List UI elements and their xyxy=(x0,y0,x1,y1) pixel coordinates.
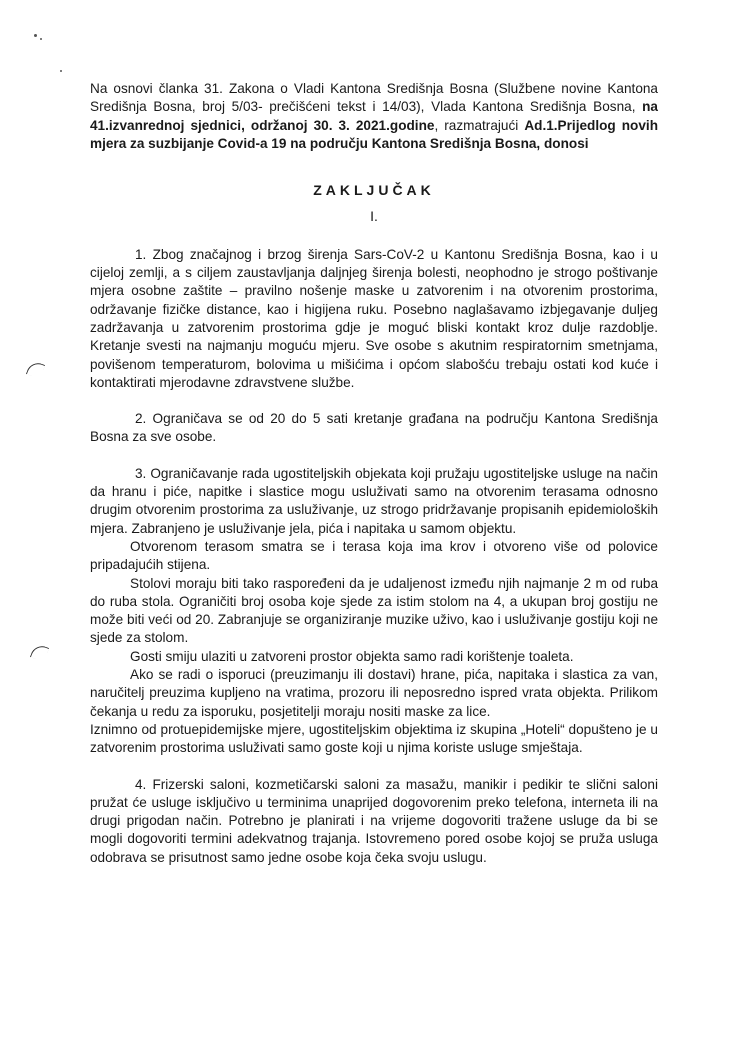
section-2-paragraph: 2. Ograničava se od 20 do 5 sati kretanje građana na području Kantona Središnja Bosna za sve osobe. xyxy=(90,411,658,445)
section-4 xyxy=(90,776,658,867)
section-3-paragraph: Otvorenom terasom smatra se i terasa koja ima krov i otvoreno više od polovice pripadajućih stijena. xyxy=(90,538,658,573)
scan-speck xyxy=(40,38,42,40)
section-1-paragraph: 1. Zbog značajnog i brzog širenja Sars-CoV-2 u Kantonu Središnja Bosna, kao i u cijeloj zemlji, a s ciljem zaustavljanja daljnjeg širenja bolesti, neophodno je strogo poštivanje mjera osobne zaštite – pravilno nošenje maske u zatvorenim i na otvorenim prostorima, održavanje fizičke distance, kao i higijena ruku. Posebno naglašavamo izbjegavanje duljeg zadržavanja u zatvorenim prostorima gdje je moguć bliski kontakt kroz dulje razdoblje. Kretanje svesti na najmanju moguću mjeru. Sve osobe s akutnim respiratornim smetnjama, povišenom temperaturom, bolovima u mišićima i općom slabošću trebaju ostati kod kuće i kontaktirati mjerodavne zdravstvene službe. xyxy=(90,246,658,390)
intro-paragraph xyxy=(90,80,658,153)
scan-speck xyxy=(60,70,62,72)
punch-hole-mark xyxy=(30,643,49,662)
section-1 xyxy=(90,246,658,392)
intro-agenda-bold: Ad.1.Prijedlog novih mjera za suzbijanje Covid-a 19 na području Kantona Središnja Bosna, donosi xyxy=(90,117,659,151)
intro-session-bold: na 41.izvanrednoj sjednici, održanoj 30. 3. 2021.godine xyxy=(90,99,658,133)
intro-text-2: , razmatrajući xyxy=(434,117,525,133)
document-heading: ZAKLJUČAK xyxy=(313,182,435,199)
section-3-paragraph: 3. Ograničavanje rada ugostiteljskih objekata koji pružaju ugostiteljske usluge na način da hranu i piće, napitke i slastice mogu usluživati samo na otvorenim terasama odnosno drugim otvorenim prostorima za usluživanje, uz strogo pridržavanje propisanih epidemioloških mjera. Zabranjeno je usluživanje jela, pića i napitaka u samom objektu. xyxy=(90,465,658,536)
intro-text-1: Na osnovi članka 31. Zakona o Vladi Kantona Središnja Bosna (Službene novine Kantona Središnja Bosna, broj 5/03- prečišćeni tekst i 14/03), Vlada Kantona Središnja Bosna, xyxy=(90,81,658,115)
section-3-paragraph: Ako se radi o isporuci (preuzimanju ili dostavi) hrane, pića, napitaka i slastica za van, naručitelj preuzima kupljeno na vratima, prozoru ili neposredno ispred vrata objekta. Prilikom čekanja u redu za isporuku, posjetitelji moraju nositi maske za lice. xyxy=(90,667,658,719)
section-2 xyxy=(90,410,658,447)
section-3-paragraph: Iznimno od protuepidemijske mjere, ugostiteljskim objektima iz skupina „Hoteli“ dopušteno je u zatvorenim prostorima usluživati samo goste koji u njima koriste usluge smještaja. xyxy=(90,721,658,756)
section-4-paragraph: 4. Frizerski saloni, kozmetičarski saloni za masažu, manikir i pedikir te slični saloni pružat će usluge isključivo u terminima unaprijed dogovorenim preko telefona, interneta ili na drugi prigodan način. Potrebno je planirati i na vrijeme dogovoriti tražene usluge da bi se mogli dogovoriti termini adekvatnog trajanja. Istovremeno pored osobe kojoj se pruža usluga odobrava se prisutnost samo jedne osobe koja čeka svoju uslugu. xyxy=(90,776,658,865)
section-3-paragraph: Stolovi moraju biti tako raspoređeni da je udaljenost između njih najmanje 2 m od ruba do ruba stola. Ograničiti broj osoba koje sjede za istim stolom na 4, a ukupan broj gostiju ne može biti veći od 20. Zabranjuje se organiziranje muzike uživo, kao i usluživanje gostiju koji ne sjede za stolom. xyxy=(90,575,658,646)
scan-speck xyxy=(34,34,37,37)
section-number: I. xyxy=(370,208,378,225)
section-3-paragraph: Gosti smiju ulaziti u zatvoreni prostor objekta samo radi korištenje toaleta. xyxy=(130,648,574,664)
section-3 xyxy=(90,465,658,758)
punch-hole-mark xyxy=(26,360,45,379)
document-body xyxy=(90,80,658,885)
